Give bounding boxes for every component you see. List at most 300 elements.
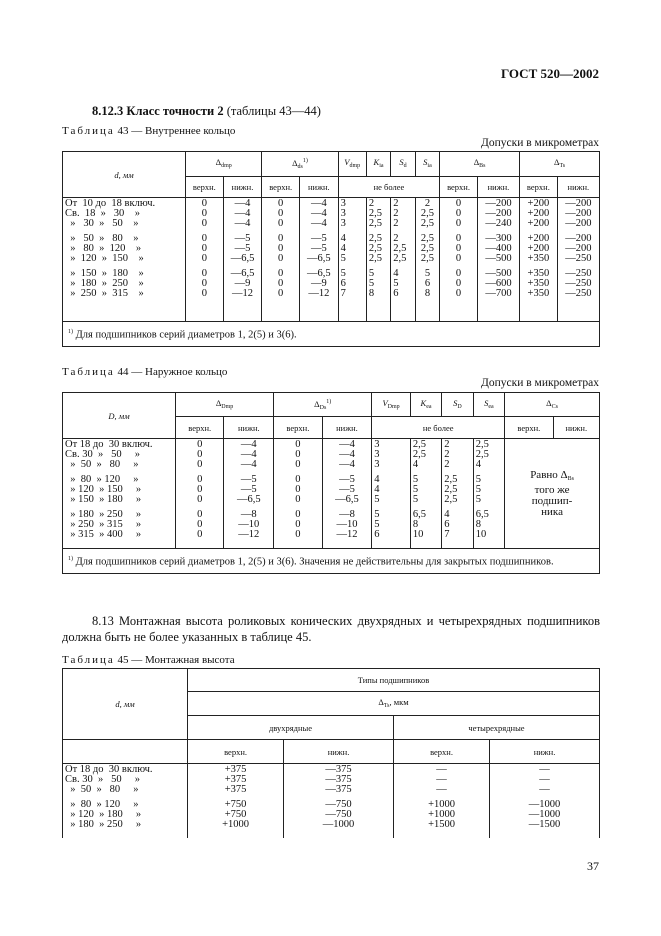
table-cell: 5: [368, 278, 375, 289]
table-cell: » 80 » 120 »: [65, 243, 142, 254]
table-cell: —: [436, 764, 447, 775]
table-cell: 0: [278, 288, 284, 299]
not-more-label: не более: [372, 417, 505, 439]
table-cell: 0: [197, 494, 203, 505]
table-cell: 2,5: [420, 218, 435, 229]
table-cell: 0: [201, 253, 207, 264]
table-cell: 0: [278, 243, 284, 254]
table-cell: —9: [234, 278, 251, 289]
table44-caption: Таблица 44 — Наружное кольцо: [62, 366, 228, 378]
table-cell: +1500: [428, 819, 455, 830]
col-VDmp: $V_{Dmp}$: [372, 393, 411, 417]
col-delta-bs: $\Delta_{Bs}$: [440, 152, 520, 177]
table-cell: 0: [455, 218, 462, 229]
table-cell: 2: [393, 198, 399, 209]
section-heading: [92, 104, 321, 119]
table-cell: —4: [234, 208, 251, 219]
table43: [62, 151, 600, 347]
section-ref: (таблицы 43—44): [226, 104, 321, 118]
table-cell: 2,5: [368, 218, 382, 229]
table-cell: 2,5: [475, 439, 489, 450]
table-cell: —4: [234, 198, 251, 209]
col-delta-Dmp: $\Delta_{Dmp}$: [176, 393, 274, 417]
table-cell: 10: [412, 529, 424, 540]
table-cell: » 180 » 250 »: [65, 278, 144, 289]
table-cell: —: [436, 774, 447, 785]
upper-label: верхн.: [262, 177, 300, 198]
table-cell: —6,5: [230, 268, 255, 279]
table-cell: 0: [455, 288, 462, 299]
table-cell: —4: [240, 449, 257, 460]
table-cell: » 150 » 180 »: [65, 268, 144, 279]
table43-col-12: [557, 198, 599, 322]
table-cell: 0: [197, 509, 203, 520]
table-cell: 5: [475, 474, 481, 485]
table-cell: —4: [339, 449, 355, 460]
table-cell: 6,5: [412, 509, 426, 520]
table43-col-11: [520, 198, 558, 322]
table-cell: —5: [234, 243, 251, 254]
table-cell: —240: [485, 218, 512, 229]
table-cell: —5: [310, 243, 327, 254]
table-cell: 2,5: [420, 208, 435, 219]
table-cell: От 18 до 30 включ.: [65, 764, 153, 775]
table-cell: —1000: [528, 799, 561, 810]
lower-label: нижн.: [322, 417, 372, 439]
table-cell: +1000: [222, 819, 249, 830]
table44-footnote: $^{1)}$ Для подшипников серий диаметров 1, 2(5) и 3(6). Значения не действительны для закрытых подшипников.: [63, 549, 600, 574]
table43-col-6: [366, 198, 390, 322]
table-cell: 5: [374, 494, 380, 505]
col-delta-Ds: $\Delta_{Ds}^{1)}$: [274, 393, 372, 417]
table-cell: —200: [565, 233, 592, 244]
table-cell: 2: [368, 198, 375, 209]
table-cell: 3: [374, 459, 380, 470]
table-cell: » 80 » 120 »: [65, 799, 139, 810]
table-cell: —12: [336, 529, 358, 540]
col-sia: $S_{ia}$: [415, 152, 439, 177]
table-cell: +200: [527, 218, 550, 229]
lower-label: нижн.: [223, 177, 262, 198]
lower-label: нижн.: [490, 740, 600, 764]
table44-col-7: [442, 439, 473, 549]
table-cell: —375: [325, 774, 352, 785]
col-delta-dmp: $\Delta_{dmp}$: [186, 152, 262, 177]
table-cell: » 180 » 250 »: [65, 819, 142, 830]
table-cell: 0: [201, 243, 207, 254]
table-cell: 0: [197, 484, 203, 495]
table44-col-4: [322, 439, 372, 549]
table-cell: » 30 » 50 »: [65, 218, 139, 229]
lower-label: нижн.: [553, 417, 599, 439]
table-cell: От 10 до 18 включ.: [65, 198, 156, 209]
table-cell: +200: [527, 198, 550, 209]
table44-col-6: [410, 439, 441, 549]
table-cell: —200: [485, 208, 512, 219]
table45-col-3: [393, 764, 489, 838]
table-cell: +750: [224, 809, 247, 820]
table-cell: 6,5: [475, 509, 489, 520]
table-cell: 0: [295, 439, 301, 450]
table-cell: +1000: [428, 799, 455, 810]
table-cell: 5: [374, 519, 380, 530]
table-cell: 6: [424, 278, 431, 289]
table43-units: Допуски в микрометрах: [481, 137, 599, 149]
table-cell: 2: [393, 218, 399, 229]
table-cell: 4: [412, 459, 419, 470]
table44-col-1: [176, 439, 224, 549]
not-more-label: не более: [338, 177, 440, 198]
table-cell: 7: [340, 288, 346, 299]
table-cell: 0: [295, 484, 301, 495]
table-cell: —200: [485, 198, 512, 209]
table-cell: 0: [295, 459, 301, 470]
table-cell: 0: [201, 268, 207, 279]
table-cell: 0: [201, 288, 207, 299]
delta-ts-header: $\Delta_{Ts}$, мкм: [188, 692, 600, 716]
table-cell: —600: [485, 278, 512, 289]
table-cell: —4: [310, 198, 327, 209]
table-cell: 2,5: [368, 243, 382, 254]
table-cell: —4: [240, 439, 257, 450]
table-cell: 5: [475, 484, 481, 495]
table-cell: +750: [224, 799, 247, 810]
table-cell: 0: [455, 253, 462, 264]
table-cell: » 50 » 80 »: [65, 459, 139, 470]
table-cell: 2,5: [420, 243, 435, 254]
col-SD: $S_D$: [442, 393, 473, 417]
table-cell: —250: [565, 268, 592, 279]
table-cell: » 315 » 400 »: [65, 529, 142, 540]
table-cell: 0: [278, 218, 284, 229]
table-cell: » 250 » 315 »: [65, 519, 142, 530]
table-cell: 8: [368, 288, 375, 299]
table-cell: 0: [197, 439, 203, 450]
table-cell: —500: [485, 253, 512, 264]
col-vdmp: $V_{dmp}$: [338, 152, 366, 177]
table-cell: 5: [412, 484, 419, 495]
table-cell: 0: [278, 208, 284, 219]
table-cell: 2: [444, 439, 450, 450]
upper-label: верхн.: [393, 740, 489, 764]
col-d-header: d, мм: [63, 669, 188, 740]
note-line4: ника: [541, 506, 563, 518]
table-cell: 0: [201, 218, 207, 229]
table-cell: 2,5: [444, 494, 458, 505]
table-cell: 0: [201, 278, 207, 289]
table-cell: +375: [224, 774, 247, 785]
table-cell: —400: [485, 243, 512, 254]
same-as-bs-note: [505, 439, 600, 549]
table44-col-5: [372, 439, 411, 549]
lower-label: нижн.: [477, 177, 519, 198]
col-kia: $K_{ia}$: [366, 152, 390, 177]
table-cell: 5: [475, 494, 481, 505]
table-cell: 0: [197, 449, 203, 460]
double-row-header: двухрядные: [188, 716, 394, 740]
table45-col-1: [188, 764, 284, 838]
table-cell: 0: [455, 198, 462, 209]
table43-col-8: [415, 198, 439, 322]
table-cell: —5: [339, 484, 355, 495]
table-cell: 0: [455, 208, 462, 219]
table-cell: —12: [232, 288, 253, 299]
table-cell: » 180 » 250 »: [65, 509, 142, 520]
table-cell: —6,5: [236, 494, 261, 505]
table-cell: —375: [325, 764, 352, 775]
table-cell: 4: [340, 243, 346, 254]
table-cell: » 120 » 150 »: [65, 253, 144, 264]
note-line1: Равно Δ: [530, 469, 568, 481]
table-cell: Св. 30 » 50 »: [65, 774, 140, 785]
paragraph-8-13: 8.13 Монтажная высота роликовых конических двухрядных и четырехрядных подшипников должна быть не более указанных в таблице 45.: [62, 614, 600, 644]
table-cell: —5: [240, 484, 257, 495]
table-cell: » 50 » 80 »: [65, 233, 139, 244]
table44-col-2: [224, 439, 274, 549]
table-cell: 3: [374, 439, 380, 450]
table-cell: —10: [238, 519, 260, 530]
table-cell: 2,5: [393, 243, 407, 254]
table-cell: 0: [455, 233, 462, 244]
table-cell: 2,5: [368, 208, 382, 219]
table-cell: 0: [455, 278, 462, 289]
table-cell: 4: [374, 484, 380, 495]
table-cell: 0: [295, 519, 301, 530]
table-cell: 3: [374, 449, 380, 460]
table43-col-7: [391, 198, 415, 322]
col-delta-Cs: $\Delta_{Cs}$: [505, 393, 600, 417]
table-cell: —: [539, 784, 550, 795]
lower-label: нижн.: [300, 177, 339, 198]
table-cell: 0: [295, 449, 301, 460]
table-cell: —10: [336, 519, 358, 530]
table-cell: 5: [412, 474, 419, 485]
table-cell: 5: [412, 494, 419, 505]
table-cell: 4: [340, 233, 346, 244]
table45-col-4: [490, 764, 600, 838]
table-cell: » 80 » 120 »: [65, 474, 139, 485]
col-d-header: d, мм: [63, 152, 186, 198]
types-header: Типы подшипников: [188, 669, 600, 692]
table-cell: —200: [565, 218, 592, 229]
table-cell: 2: [444, 449, 450, 460]
table-cell: +350: [527, 253, 550, 264]
table44-units: Допуски в микрометрах: [481, 377, 599, 389]
table-cell: 2,5: [412, 449, 426, 460]
table43-caption: Таблица 43 — Внутреннее кольцо: [62, 125, 236, 137]
table-cell: 10: [475, 529, 487, 540]
table-cell: 4: [393, 268, 399, 279]
table43-footnote: $^{1)}$ Для подшипников серий диаметров 1, 2(5) и 3(6).: [63, 322, 600, 347]
standard-header: ГОСТ 520—2002: [500, 66, 599, 81]
table-cell: —200: [565, 243, 592, 254]
table-cell: —5: [234, 233, 251, 244]
table43-col-2: [223, 198, 262, 322]
table-cell: —: [539, 764, 550, 775]
col-Sea: $S_{ea}$: [473, 393, 504, 417]
table-cell: 2,5: [412, 439, 426, 450]
table-cell: Св. 30 » 50 »: [65, 449, 140, 460]
table-cell: —250: [565, 253, 592, 264]
table43-col-5: [338, 198, 366, 322]
table-cell: 0: [278, 198, 284, 209]
table-cell: —4: [240, 459, 257, 470]
table-cell: 0: [295, 509, 301, 520]
blank: [63, 740, 188, 764]
col-Kea: $K_{ea}$: [410, 393, 441, 417]
table-cell: 6: [374, 529, 380, 540]
table-cell: 3: [340, 198, 346, 209]
table-cell: 2: [444, 459, 450, 470]
note-sub: Bs: [567, 476, 574, 482]
table-cell: —6,5: [230, 253, 255, 264]
table-cell: От 18 до 30 включ.: [65, 439, 153, 450]
table-cell: 2,5: [393, 253, 407, 264]
upper-label: верхн.: [520, 177, 558, 198]
table-cell: 2,5: [420, 253, 435, 264]
table-cell: —250: [565, 278, 592, 289]
table-cell: 5: [393, 278, 399, 289]
page-number: 37: [587, 859, 599, 873]
table-cell: —375: [325, 784, 352, 795]
table-cell: 0: [278, 233, 284, 244]
table-cell: 0: [201, 208, 207, 219]
table-cell: —12: [238, 529, 260, 540]
upper-label: верхн.: [505, 417, 553, 439]
table-cell: —: [436, 784, 447, 795]
table-cell: —6,5: [307, 253, 331, 264]
table-cell: +1000: [428, 809, 455, 820]
table-cell: —300: [485, 233, 512, 244]
table-cell: » 250 » 315 »: [65, 288, 144, 299]
upper-label: верхн.: [176, 417, 224, 439]
lower-label: нижн.: [224, 417, 274, 439]
table-cell: 3: [340, 208, 346, 219]
table-cell: 7: [444, 529, 450, 540]
table-cell: 4: [444, 509, 450, 520]
table-cell: —1000: [322, 819, 355, 830]
table-cell: 4: [374, 474, 380, 485]
table-cell: —200: [565, 208, 592, 219]
table-cell: 2,5: [420, 233, 435, 244]
table-cell: 0: [455, 243, 462, 254]
upper-label: верхн.: [188, 740, 284, 764]
table-cell: 2: [393, 233, 399, 244]
table-cell: 2: [424, 198, 431, 209]
table-cell: —4: [310, 218, 327, 229]
table45-col-2: [284, 764, 394, 838]
table-cell: 0: [197, 474, 203, 485]
lower-label: нижн.: [284, 740, 394, 764]
table43-col-9: [440, 198, 478, 322]
table-cell: —4: [234, 218, 251, 229]
table43-col-1: [186, 198, 224, 322]
table-cell: 8: [412, 519, 419, 530]
table-cell: —: [539, 774, 550, 785]
upper-label: верхн.: [440, 177, 478, 198]
table-cell: 2,5: [368, 253, 382, 264]
note-line3: подшип-: [531, 495, 573, 507]
table43-col-4: [300, 198, 339, 322]
table-cell: +200: [527, 233, 550, 244]
table-cell: 0: [197, 459, 203, 470]
table-cell: —750: [325, 799, 352, 810]
col-D-header: D, мм: [63, 393, 176, 439]
table-cell: 2: [393, 208, 399, 219]
table-cell: —5: [339, 474, 355, 485]
table-cell: Св. 18 » 30 »: [65, 208, 140, 219]
table-cell: —4: [339, 459, 355, 470]
table-cell: 0: [295, 529, 301, 540]
table-cell: —700: [485, 288, 512, 299]
table-cell: 0: [201, 233, 207, 244]
table-cell: 0: [197, 519, 203, 530]
table-cell: —200: [565, 198, 592, 209]
table-cell: 0: [201, 198, 207, 209]
table-cell: 5: [424, 268, 431, 279]
table44: [62, 392, 600, 574]
table-cell: 2,5: [444, 474, 458, 485]
table-cell: 4: [475, 459, 481, 470]
table-cell: —1500: [528, 819, 561, 830]
table-cell: 5: [340, 268, 346, 279]
table-cell: —8: [240, 509, 257, 520]
table44-col-0: [63, 439, 176, 549]
table-cell: 5: [368, 268, 375, 279]
table-cell: » 120 » 150 »: [65, 484, 142, 495]
table-cell: +350: [527, 288, 550, 299]
note-line2: того же: [534, 484, 570, 496]
table-cell: +375: [224, 784, 247, 795]
upper-label: верхн.: [274, 417, 322, 439]
table45-caption: Таблица 45 — Монтажная высота: [62, 654, 235, 666]
table-cell: 0: [197, 529, 203, 540]
table-cell: 6: [444, 519, 450, 530]
table-cell: +375: [224, 764, 247, 775]
table-cell: 8: [475, 519, 481, 530]
table43-col-0: [63, 198, 186, 322]
table-cell: 2,5: [368, 233, 382, 244]
section-number: 8.12.3: [92, 104, 124, 118]
table-cell: » 120 » 180 »: [65, 809, 142, 820]
table-cell: 3: [340, 218, 346, 229]
table-cell: 0: [278, 278, 284, 289]
table-cell: 6: [340, 278, 346, 289]
table-cell: 0: [455, 268, 462, 279]
table44-col-3: [274, 439, 322, 549]
table-cell: —4: [339, 439, 355, 450]
table-cell: » 50 » 80 »: [65, 784, 139, 795]
table-cell: 0: [278, 253, 284, 264]
table-cell: 0: [295, 474, 301, 485]
table-cell: 5: [340, 253, 346, 264]
table-cell: —4: [310, 208, 327, 219]
table-cell: 5: [374, 509, 380, 520]
table45-col-0: [63, 764, 188, 838]
table-cell: +350: [527, 268, 550, 279]
table-cell: +200: [527, 208, 550, 219]
table-cell: 8: [424, 288, 431, 299]
table-cell: —8: [339, 509, 355, 520]
table-cell: —5: [310, 233, 327, 244]
table-cell: +200: [527, 243, 550, 254]
section-title: Класс точности 2: [126, 104, 224, 118]
table-cell: —500: [485, 268, 512, 279]
table43-col-3: [262, 198, 300, 322]
table-cell: —12: [308, 288, 330, 299]
table-cell: » 150 » 180 »: [65, 494, 142, 505]
table43-col-10: [477, 198, 519, 322]
